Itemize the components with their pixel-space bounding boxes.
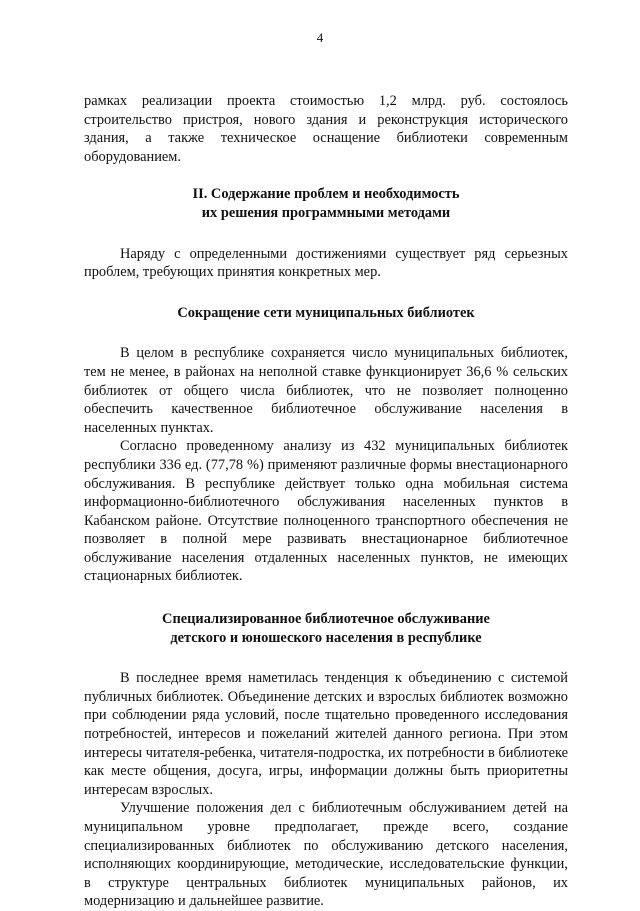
section-2-heading bbox=[84, 185, 568, 222]
specialized-paragraph-2: Улучшение положения дел с библиотечным обслуживанием детей на муниципальном уровне предполагает, прежде всего, создание специализированных библиотек по обслуживанию детского населения, исполняющих координирующие, методические, исследовательские функции, в структуре центральных библиотек муниципальных районов, их модернизацию и дальнейшее развитие. bbox=[84, 800, 568, 910]
specialized-service-heading-line-2: детского и юношеского населения в республике bbox=[170, 629, 482, 646]
network-paragraph-2: Согласно проведенному анализу из 432 муниципальных библиотек республики 336 ед. (77,78 %) применяют различные формы внестационарного обслуживания. В республике действует только одна мобильная система информационно-библиотечного обслуживания населенных пунктов в Кабанском районе. Отсутствие полноценного транспортного обеспечения не позволяет в полной мере развивать внестационарное библиотечное обслуживание населения отдаленных населенных пунктов, не имеющих стационарных библиотек. bbox=[84, 438, 568, 585]
document-body bbox=[84, 92, 568, 911]
intro-paragraph: рамках реализации проекта стоимостью 1,2 млрд. руб. состоялось строительство пристроя, нового здания и реконструкция исторического здания, а также техническое оснащение библиотеки современным оборудованием. bbox=[84, 93, 568, 165]
page-number: 4 bbox=[316, 30, 324, 45]
network-paragraph-1: В целом в республике сохраняется число муниципальных библиотек, тем не менее, в районах на неполной ставке функционирует 36,6 % сельских библиотек от общего числа библиотек, что не позволяет полноценно обеспечить качественное библиотечное обслуживание населения в населенных пунктах. bbox=[84, 345, 568, 436]
network-reduction-heading: Сокращение сети муниципальных библиотек bbox=[177, 304, 475, 321]
section-2-intro-paragraph: Наряду с определенными достижениями существует ряд серьезных проблем, требующих принятия конкретных мер. bbox=[84, 245, 568, 281]
section-2-heading-line-2: их решения программными методами bbox=[201, 204, 451, 221]
section-2-heading-line-1: II. Содержание проблем и необходимость bbox=[192, 186, 460, 203]
specialized-service-heading-line-1: Специализированное библиотечное обслуживание bbox=[162, 611, 490, 628]
specialized-paragraph-1: В последнее время наметилась тенденция к объединению с системой публичных библиотек. Объединение детских и взрослых библиотек возможно при соблюдении ряда условий, после тщательно проведенного исследования потребностей, интересов и пожеланий жителей данного региона. При этом интересы читателя-ребенка, читателя-подростка, их потребности в библиотеке как месте общения, досуга, игры, информации должны быть приоритетны интересам взрослых. bbox=[84, 670, 568, 798]
specialized-service-heading bbox=[84, 610, 568, 647]
